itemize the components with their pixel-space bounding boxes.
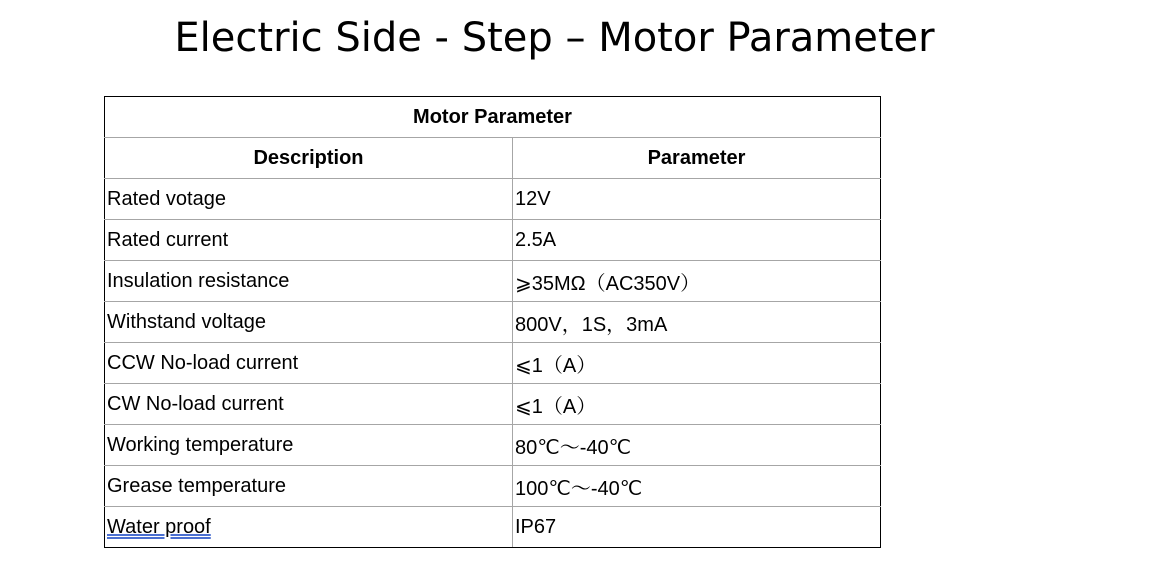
table-row bbox=[105, 507, 881, 548]
row-parameter: ⩽1（A） bbox=[513, 384, 881, 425]
table-row bbox=[105, 302, 881, 343]
page-title: Electric Side - Step – Motor Parameter bbox=[174, 15, 935, 61]
table-row bbox=[105, 220, 881, 261]
row-description: Rated votage bbox=[105, 179, 513, 220]
row-description: Rated current bbox=[105, 220, 513, 261]
row-parameter: ⩾35MΩ（AC350V） bbox=[513, 261, 881, 302]
table-header-row bbox=[105, 138, 881, 179]
table-row bbox=[105, 261, 881, 302]
row-parameter: 800V，1S，3mA bbox=[513, 302, 881, 343]
row-description bbox=[105, 507, 513, 548]
row-description: Insulation resistance bbox=[105, 261, 513, 302]
row-description: Withstand voltage bbox=[105, 302, 513, 343]
table-row bbox=[105, 179, 881, 220]
table-caption-row bbox=[105, 97, 881, 138]
column-header-parameter: Parameter bbox=[513, 138, 881, 179]
row-description: Working temperature bbox=[105, 425, 513, 466]
row-parameter: 80℃～-40℃ bbox=[513, 425, 881, 466]
row-parameter: 12V bbox=[513, 179, 881, 220]
row-description: CW No-load current bbox=[105, 384, 513, 425]
table-row bbox=[105, 343, 881, 384]
motor-parameter-table bbox=[104, 96, 881, 548]
row-description: Grease temperature bbox=[105, 466, 513, 507]
table-row bbox=[105, 384, 881, 425]
table-row bbox=[105, 425, 881, 466]
row-description-text: Water proof bbox=[107, 515, 211, 538]
row-parameter: 100℃～-40℃ bbox=[513, 466, 881, 507]
column-header-description: Description bbox=[105, 138, 513, 179]
row-parameter: IP67 bbox=[513, 507, 881, 548]
row-description: CCW No-load current bbox=[105, 343, 513, 384]
row-parameter: ⩽1（A） bbox=[513, 343, 881, 384]
table-caption: Motor Parameter bbox=[105, 97, 881, 138]
table-row bbox=[105, 466, 881, 507]
row-parameter: 2.5A bbox=[513, 220, 881, 261]
